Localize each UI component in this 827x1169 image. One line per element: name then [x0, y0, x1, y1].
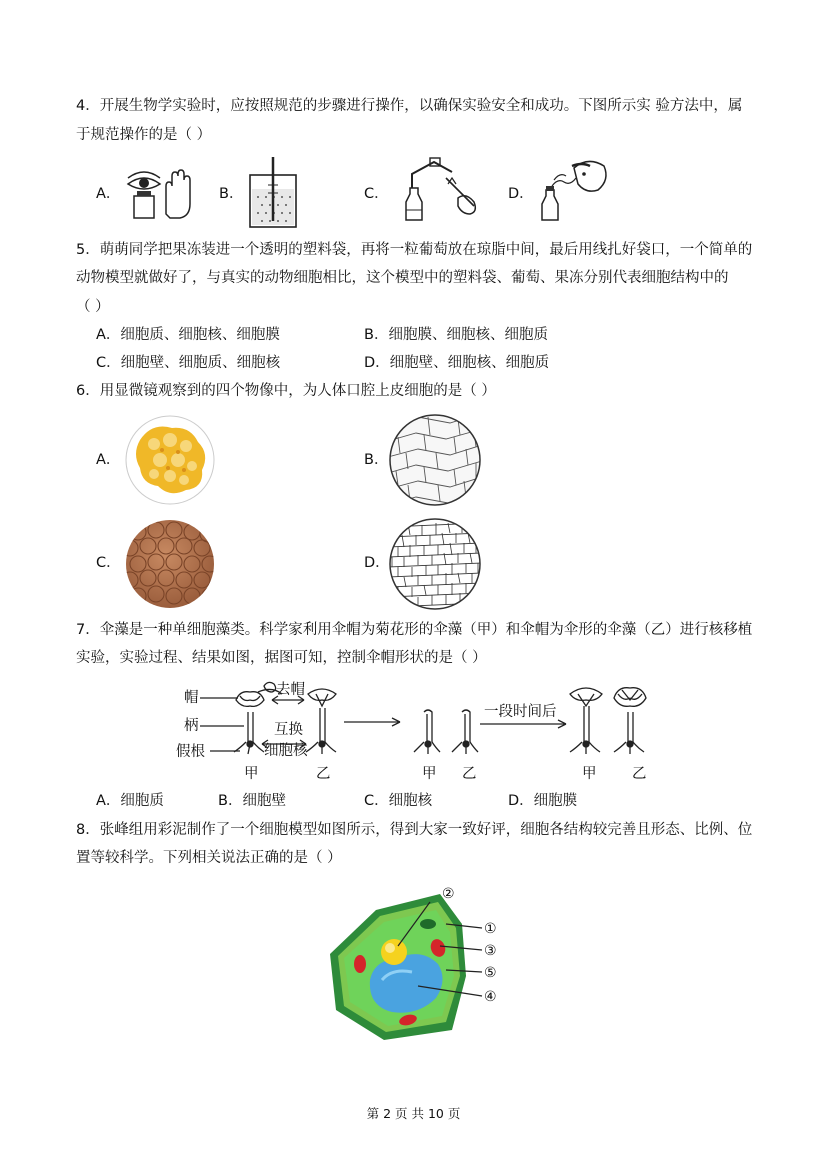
q7-fig-label-jia-2: 甲 [422, 766, 437, 782]
q7-fig-label-jia-3: 甲 [582, 766, 597, 782]
q5-stem-line3: （ ） [76, 299, 110, 315]
q7-fig-label-yi-2: 乙 [462, 766, 477, 782]
q7-fig-label-yi-1: 乙 [316, 766, 331, 782]
q6-option-a-label: A． [96, 452, 121, 468]
q8-label-4: ④ [484, 989, 497, 1005]
q7-fig-label-rhizoid: 假根 [176, 744, 205, 760]
q6-option-d-image [388, 517, 482, 611]
q7-fig-label-after-time: 一段时间后 [484, 704, 557, 720]
q7-option-c: C．细胞核 [364, 793, 433, 809]
q5-option-d: D．细胞壁、细胞核、细胞质 [364, 355, 550, 371]
q8-label-2: ② [442, 886, 455, 902]
q8-stem-line2: 置等较科学。下列相关说法正确的是（ ） [76, 850, 342, 866]
q8-label-3: ③ [484, 943, 497, 959]
q7-stem-line2: 实验，实验过程、结果如图，据图可知，控制伞帽形状的是（ ） [76, 650, 487, 666]
q4-option-c-label: C． [364, 186, 389, 202]
q4-option-b-label: B． [219, 186, 244, 202]
q8-label-5: ⑤ [484, 965, 497, 981]
q4-stem-line2: 于规范操作的是（ ） [76, 127, 212, 143]
q7-fig-label-remove-cap: 去帽 [276, 682, 305, 698]
q6-option-b-image [388, 413, 482, 507]
q8-label-1: ① [484, 921, 497, 937]
q4-option-b-image [244, 155, 304, 231]
q7-option-b: B．细胞壁 [218, 793, 286, 809]
q5-option-b: B．细胞膜、细胞核、细胞质 [364, 327, 548, 343]
q4-option-c-image [392, 158, 482, 228]
q7-fig-label-exchange: 互换 [274, 722, 303, 738]
q6-stem: 6．用显微镜观察到的四个物像中，为人体口腔上皮细胞的是（ ） [76, 383, 496, 399]
q7-stem-line1: 7．伞藻是一种单细胞藻类。科学家利用伞帽为菊花形的伞藻（甲）和伞帽为伞形的伞藻（乙）进行核移植 [76, 622, 753, 638]
q5-option-c: C．细胞壁、细胞质、细胞核 [96, 355, 281, 371]
q7-option-d: D．细胞膜 [508, 793, 578, 809]
q7-option-a: A．细胞质 [96, 793, 164, 809]
q7-fig-label-cap: 帽 [184, 690, 199, 706]
q8-stem-line1: 8．张峰组用彩泥制作了一个细胞模型如图所示，得到大家一致好评，细胞各结构较完善且形态、比例、位 [76, 822, 753, 838]
q4-option-a-label: A． [96, 186, 121, 202]
q4-option-d-image [532, 158, 612, 228]
q5-stem-line1: 5．萌萌同学把果冻装进一个透明的塑料袋，再将一粒葡萄放在琼脂中间，最后用线扎好袋口，一个简单的 [76, 242, 753, 258]
q6-option-c-label: C． [96, 555, 121, 571]
q7-fig-label-nucleus: 细胞核 [264, 743, 308, 759]
q6-option-d-label: D． [364, 555, 390, 571]
q5-stem-line2: 动物模型就做好了，与真实的动物细胞相比，这个模型中的塑料袋、葡萄、果冻分别代表细胞结构中的 [76, 270, 729, 286]
q7-fig-label-stalk: 柄 [184, 718, 199, 734]
q7-figure-drawing [0, 672, 827, 792]
q6-option-a-image [124, 414, 216, 506]
q4-option-d-label: D． [508, 186, 534, 202]
q5-option-a: A．细胞质、细胞核、细胞膜 [96, 327, 280, 343]
q7-fig-label-yi-3: 乙 [632, 766, 647, 782]
q4-stem-line1: 4．开展生物学实验时，应按照规范的步骤进行操作，以确保实验安全和成功。下图所示实 验方法中，属 [76, 98, 743, 114]
page-footer: 第 2 页 共 10 页 [366, 1106, 461, 1121]
q4-option-a-image [122, 162, 192, 232]
q7-fig-label-jia-1: 甲 [244, 766, 259, 782]
q6-option-c-image [124, 518, 216, 610]
q6-option-b-label: B． [364, 452, 389, 468]
